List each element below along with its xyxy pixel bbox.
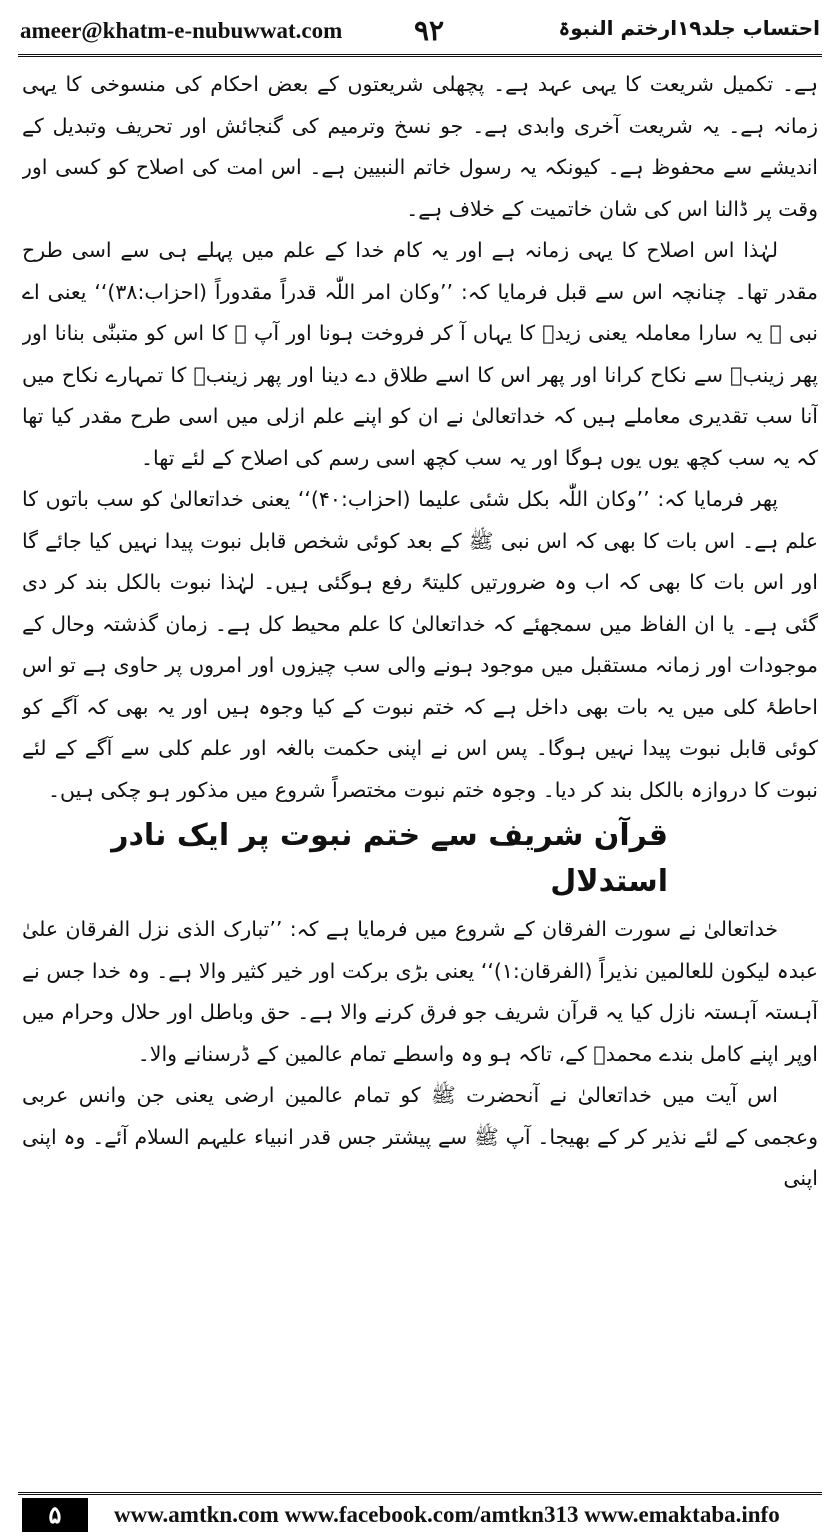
footer-page-marker: ۵ (22, 1498, 88, 1532)
header-email: ameer@khatm-e-nubuwwat.com (20, 18, 343, 43)
page-body (22, 64, 818, 1474)
page-number: ۹۲ (414, 14, 445, 47)
footer-divider (18, 1492, 822, 1495)
book-title: احتساب جلد۱۹ارختم النبوۃ (558, 16, 820, 40)
page-header (20, 14, 820, 52)
paragraph-3: پھر فرمایا کہ: ’’وکان اللّٰہ بکل شئی علیما (احزاب:۴۰)‘‘ یعنی خداتعالیٰ کو سب باتوں کا علم ہے۔ اس بات کا بھی کہ اس نبی ﷺ کے بعد کوئی شخص قابل نبوت پیدا نہیں کیا جائے گا اور اس بات کا بھی کہ اب وہ ضرورتیں کلیتہً رفع ہوگئی ہیں۔ لہٰذا نبوت بالکل بند کر دی گئی ہے۔ یا ان الفاظ میں سمجھئے کہ خداتعالیٰ کا علم محیط کل ہے۔ زمان گذشتہ وحال کے موجودات اور زمانہ مستقبل میں موجود ہونے والی سب چیزوں اور امروں پر حاوی ہے تو اس احاطۂ کلی میں یہ بات بھی داخل ہے کہ ختم نبوت کے کیا وجوہ ہیں اور یہ بھی کہ آگے کو کوئی قابل نبوت پیدا نہیں ہوگا۔ پس اس نے اپنی حکمت بالغہ اور علم کلی سے آگے کے لئے نبوت کا دروازہ بالکل بند کر دیا۔ وجوہ ختم نبوت مختصراً شروع میں مذکور ہو چکی ہیں۔ (22, 487, 818, 802)
paragraph-4: خداتعالیٰ نے سورت الفرقان کے شروع میں فرمایا ہے کہ: ’’تبارک الذی نزل الفرقان علیٰ عبدہ لیکون للعالمین نذیراً (الفرقان:۱)‘‘ یعنی بڑی برکت اور خیر کثیر والا ہے۔ وہ خدا جس نے آہستہ آہستہ نازل کیا یہ قرآن شریف جو فرق کرنے والا ہے۔ حق وباطل اور حلال وحرام میں اوپر اپنے کامل بندے محمدؐ کے، تاکہ ہو وہ واسطے تمام عالمین کے ڈرسنانے والا۔ (22, 917, 818, 1066)
paragraph-1: ہے۔ تکمیل شریعت کا یہی عہد ہے۔ پچھلی شریعتوں کے بعض احکام کی منسوخی کا یہی زمانہ ہے۔ یہ شریعت آخری وابدی ہے۔ جو نسخ وترمیم کی گنجائش اور تحریف وتبدیل کے اندیشے سے محفوظ ہے۔ کیونکہ یہ رسول خاتم النبیین ہے۔ اس امت کی اصلاح کو کسی اور وقت پر ڈالنا اس کی شان خاتمیت کے خلاف ہے۔ (22, 72, 818, 221)
paragraph-2: لہٰذا اس اصلاح کا یہی زمانہ ہے اور یہ کام خدا کے علم میں پہلے ہی سے اسی طرح مقدر تھا۔ چنانچہ اس سے قبل فرمایا کہ: ’’وکان امر اللّٰہ قدراً مقدوراً (احزاب:۳۸)‘‘ یعنی اے نبی ﷺ یہ سارا معاملہ یعنی زیدؓ کا یہاں آ کر فروخت ہونا اور آپ ﷺ کا اس کو متبنّٰی بنانا اور پھر زینبؓ سے نکاح کرانا اور پھر اس کا اسے طلاق دے دینا اور پھر زینبؓ کا تمہارے نکاح میں آنا سب تقدیری معاملے ہیں کہ خداتعالیٰ نے ان کو اپنے علم ازلی میں اسی طرح مقدر کیا تھا کہ یہ سب کچھ یوں یوں ہوگا اور یہ سب کچھ اسی رسم کی اصلاح کے لئے تھا۔ (22, 238, 818, 470)
footer-links[interactable]: www.amtkn.com www.facebook.com/amtkn313 www.emaktaba.info (114, 1502, 780, 1527)
paragraph-5: اس آیت میں خداتعالیٰ نے آنحضرت ﷺ کو تمام عالمین ارضی یعنی جن وانس عربی وعجمی کے لئے نذیر کر کے بھیجا۔ آپ ﷺ سے پیشتر جس قدر انبیاء علیہم السلام آئے۔ وہ اپنی اپنی (22, 1083, 818, 1190)
section-heading: قرآن شریف سے ختم نبوت پر ایک نادر استدلال (111, 818, 668, 899)
page-footer (18, 1492, 822, 1532)
header-divider (18, 54, 822, 57)
